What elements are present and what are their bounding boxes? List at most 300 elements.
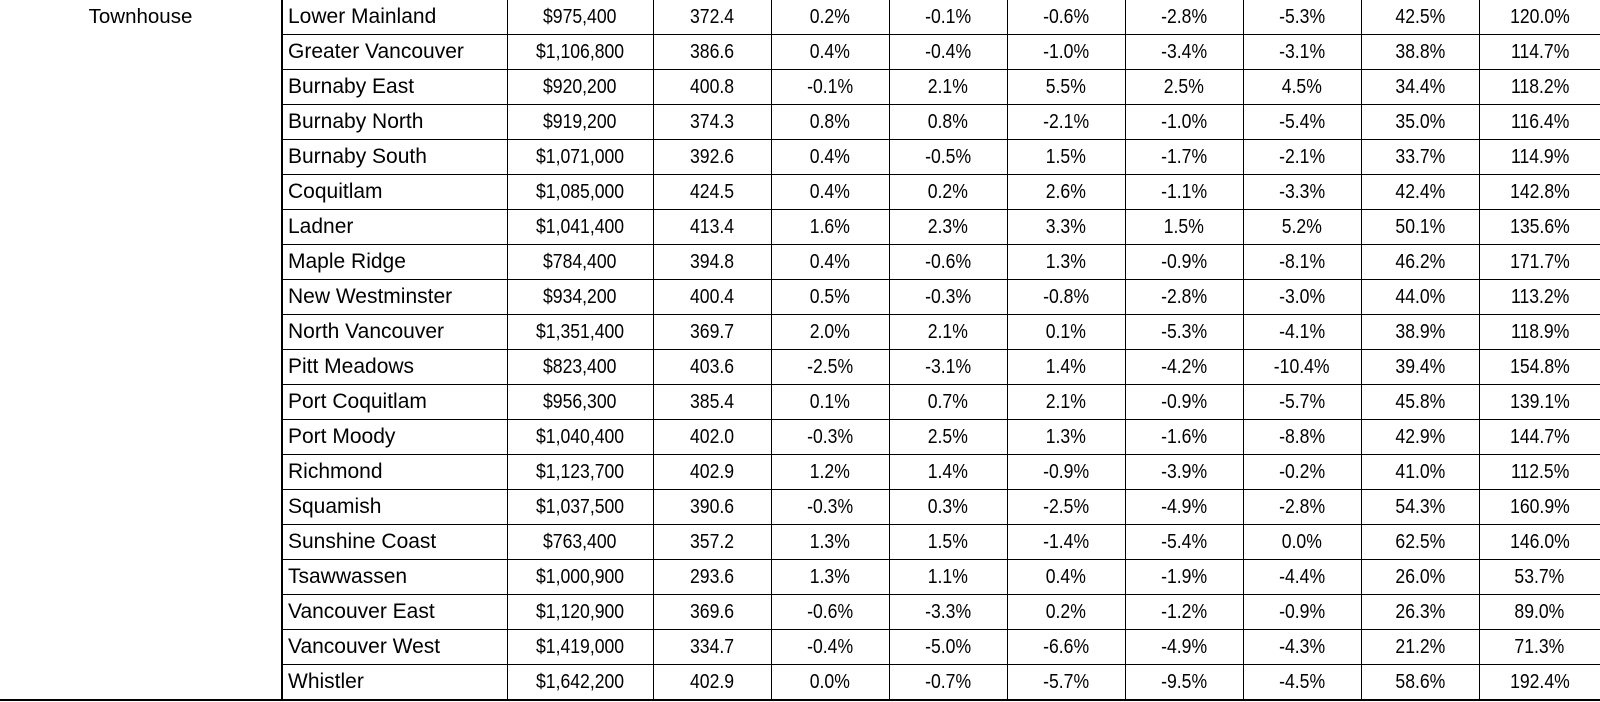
- change-6-month-value: -2.5%: [1043, 496, 1089, 518]
- area-name-cell[interactable]: Port Coquitlam: [282, 385, 507, 420]
- benchmark-price-value: $919,200: [543, 111, 617, 133]
- change-10-year-value: 112.5%: [1510, 461, 1569, 483]
- change-1-month-cell[interactable]: [771, 525, 889, 560]
- price-index-value: 374.3: [689, 111, 735, 133]
- change-1-month-cell[interactable]: [771, 630, 889, 665]
- benchmark-price-cell[interactable]: [507, 105, 653, 140]
- change-3-year-value: -4.3%: [1279, 636, 1325, 658]
- change-10-year-cell[interactable]: [1479, 455, 1600, 490]
- table-row: [0, 0, 1600, 35]
- change-3-month-cell[interactable]: [889, 105, 1007, 140]
- price-index-value: 392.6: [689, 146, 735, 168]
- change-1-month-value: 1.3%: [809, 531, 851, 553]
- change-3-month-cell[interactable]: [889, 455, 1007, 490]
- change-6-month-cell[interactable]: [1007, 280, 1125, 315]
- benchmark-price-value: $956,300: [543, 391, 617, 413]
- change-1-month-cell[interactable]: [771, 385, 889, 420]
- change-3-month-value: -0.5%: [925, 146, 971, 168]
- change-6-month-cell[interactable]: [1007, 175, 1125, 210]
- change-3-month-cell[interactable]: [889, 35, 1007, 70]
- change-3-year-value: -8.1%: [1279, 251, 1325, 273]
- area-name-cell[interactable]: Coquitlam: [282, 175, 507, 210]
- change-1-year-cell[interactable]: [1125, 315, 1243, 350]
- price-index-value: 334.7: [689, 636, 735, 658]
- change-6-month-cell[interactable]: [1007, 105, 1125, 140]
- change-3-year-cell[interactable]: [1243, 490, 1361, 525]
- change-3-year-value: 5.2%: [1281, 216, 1323, 238]
- change-1-month-cell[interactable]: [771, 665, 889, 701]
- area-name-cell[interactable]: Squamish: [282, 490, 507, 525]
- benchmark-price-value: $1,351,400: [535, 321, 625, 343]
- change-1-month-cell[interactable]: [771, 560, 889, 595]
- change-5-year-cell[interactable]: [1361, 420, 1479, 455]
- price-index-cell[interactable]: [653, 420, 771, 455]
- change-1-month-cell[interactable]: [771, 140, 889, 175]
- change-10-year-value: 113.2%: [1510, 286, 1569, 308]
- area-name-cell[interactable]: Sunshine Coast: [282, 525, 507, 560]
- benchmark-price-cell[interactable]: [507, 525, 653, 560]
- change-6-month-cell[interactable]: [1007, 70, 1125, 105]
- change-3-year-cell[interactable]: [1243, 385, 1361, 420]
- change-6-month-cell[interactable]: [1007, 630, 1125, 665]
- price-index-cell[interactable]: [653, 350, 771, 385]
- change-1-year-cell[interactable]: [1125, 490, 1243, 525]
- change-1-year-cell[interactable]: [1125, 350, 1243, 385]
- change-10-year-value: 192.4%: [1509, 671, 1570, 693]
- change-3-year-value: -4.5%: [1279, 671, 1325, 693]
- change-1-year-cell[interactable]: [1125, 210, 1243, 245]
- change-1-month-value: 0.4%: [809, 181, 851, 203]
- area-name-cell[interactable]: Greater Vancouver: [282, 35, 507, 70]
- change-6-month-cell[interactable]: [1007, 315, 1125, 350]
- benchmark-price-cell[interactable]: [507, 280, 653, 315]
- change-10-year-cell[interactable]: [1479, 280, 1600, 315]
- change-10-year-cell[interactable]: [1479, 315, 1600, 350]
- change-1-month-value: 0.1%: [809, 391, 851, 413]
- change-5-year-cell[interactable]: [1361, 350, 1479, 385]
- benchmark-price-cell[interactable]: [507, 0, 653, 35]
- change-3-year-cell[interactable]: [1243, 630, 1361, 665]
- price-index-cell[interactable]: [653, 140, 771, 175]
- change-10-year-value: 120.0%: [1509, 6, 1570, 28]
- change-5-year-cell[interactable]: [1361, 525, 1479, 560]
- price-index-cell[interactable]: [653, 245, 771, 280]
- change-1-year-cell[interactable]: [1125, 455, 1243, 490]
- change-6-month-value: 1.4%: [1045, 356, 1087, 378]
- change-5-year-cell[interactable]: [1361, 595, 1479, 630]
- change-6-month-cell[interactable]: [1007, 595, 1125, 630]
- change-1-year-value: -9.5%: [1161, 671, 1207, 693]
- change-3-month-cell[interactable]: [889, 420, 1007, 455]
- benchmark-price-value: $1,106,800: [535, 41, 625, 63]
- change-3-year-cell[interactable]: [1243, 210, 1361, 245]
- benchmark-price-value: $1,642,200: [535, 671, 625, 693]
- change-1-year-cell[interactable]: [1125, 280, 1243, 315]
- change-1-month-value: 0.0%: [809, 671, 851, 693]
- area-name-cell[interactable]: Tsawwassen: [282, 560, 507, 595]
- change-1-year-cell[interactable]: [1125, 35, 1243, 70]
- change-3-year-value: -5.4%: [1279, 111, 1325, 133]
- area-name-cell[interactable]: Port Moody: [282, 420, 507, 455]
- change-3-month-value: -3.1%: [925, 356, 971, 378]
- change-1-month-cell[interactable]: [771, 350, 889, 385]
- change-5-year-cell[interactable]: [1361, 315, 1479, 350]
- price-index-cell[interactable]: [653, 70, 771, 105]
- change-1-month-value: -0.6%: [807, 601, 853, 623]
- change-1-month-value: 1.2%: [809, 461, 851, 483]
- change-1-year-value: -4.9%: [1161, 636, 1207, 658]
- price-index-cell[interactable]: [653, 455, 771, 490]
- change-5-year-value: 42.9%: [1395, 426, 1445, 448]
- property-type-cell[interactable]: Townhouse: [0, 0, 282, 700]
- benchmark-price-value: $1,071,000: [535, 146, 625, 168]
- change-6-month-value: -1.0%: [1043, 41, 1089, 63]
- change-3-month-cell[interactable]: [889, 70, 1007, 105]
- change-10-year-cell[interactable]: [1479, 420, 1600, 455]
- change-10-year-cell[interactable]: [1479, 0, 1600, 35]
- change-3-year-cell[interactable]: [1243, 105, 1361, 140]
- area-name-cell[interactable]: Richmond: [282, 455, 507, 490]
- change-1-year-cell[interactable]: [1125, 560, 1243, 595]
- change-3-year-cell[interactable]: [1243, 560, 1361, 595]
- change-5-year-value: 35.0%: [1395, 111, 1445, 133]
- change-1-year-value: -5.3%: [1161, 321, 1207, 343]
- change-1-month-cell[interactable]: [771, 210, 889, 245]
- benchmark-price-cell[interactable]: [507, 140, 653, 175]
- change-3-month-value: -0.1%: [925, 6, 971, 28]
- benchmark-price-value: $920,200: [543, 76, 617, 98]
- change-1-year-cell[interactable]: [1125, 105, 1243, 140]
- change-3-month-cell[interactable]: [889, 175, 1007, 210]
- change-5-year-cell[interactable]: [1361, 455, 1479, 490]
- change-1-month-cell[interactable]: [771, 0, 889, 35]
- price-index-cell[interactable]: [653, 630, 771, 665]
- change-1-year-cell[interactable]: [1125, 140, 1243, 175]
- change-10-year-cell[interactable]: [1479, 245, 1600, 280]
- change-10-year-cell[interactable]: [1479, 595, 1600, 630]
- change-3-month-cell[interactable]: [889, 0, 1007, 35]
- area-name-cell[interactable]: Pitt Meadows: [282, 350, 507, 385]
- change-3-month-cell[interactable]: [889, 595, 1007, 630]
- change-5-year-value: 39.4%: [1395, 356, 1445, 378]
- change-1-month-cell[interactable]: [771, 70, 889, 105]
- change-3-month-cell[interactable]: [889, 315, 1007, 350]
- change-3-month-value: 2.5%: [927, 426, 969, 448]
- change-5-year-value: 21.2%: [1395, 636, 1445, 658]
- price-index-value: 385.4: [689, 391, 735, 413]
- area-name-cell[interactable]: Ladner: [282, 210, 507, 245]
- change-1-year-value: -2.8%: [1161, 286, 1207, 308]
- change-6-month-cell[interactable]: [1007, 245, 1125, 280]
- change-3-year-cell[interactable]: [1243, 595, 1361, 630]
- change-10-year-cell[interactable]: [1479, 560, 1600, 595]
- change-3-year-cell[interactable]: [1243, 70, 1361, 105]
- benchmark-price-value: $1,419,000: [535, 636, 625, 658]
- change-6-month-cell[interactable]: [1007, 525, 1125, 560]
- change-1-month-cell[interactable]: [771, 315, 889, 350]
- area-name-cell[interactable]: Vancouver East: [282, 595, 507, 630]
- change-6-month-value: -2.1%: [1043, 111, 1089, 133]
- price-index-value: 369.6: [689, 601, 735, 623]
- change-3-year-cell[interactable]: [1243, 525, 1361, 560]
- benchmark-price-value: $1,037,500: [535, 496, 625, 518]
- price-index-value: 390.6: [689, 496, 735, 518]
- change-1-year-cell[interactable]: [1125, 385, 1243, 420]
- change-6-month-cell[interactable]: [1007, 455, 1125, 490]
- price-index-cell[interactable]: [653, 560, 771, 595]
- benchmark-price-cell[interactable]: [507, 350, 653, 385]
- change-3-year-cell[interactable]: [1243, 420, 1361, 455]
- change-3-year-value: -2.1%: [1279, 146, 1325, 168]
- change-3-month-value: -0.4%: [925, 41, 971, 63]
- area-name-cell[interactable]: Vancouver West: [282, 630, 507, 665]
- benchmark-price-cell[interactable]: [507, 315, 653, 350]
- change-1-year-cell[interactable]: [1125, 70, 1243, 105]
- area-name-cell[interactable]: New Westminster: [282, 280, 507, 315]
- price-index-cell[interactable]: [653, 280, 771, 315]
- change-1-year-value: 1.5%: [1163, 216, 1205, 238]
- change-5-year-cell[interactable]: [1361, 105, 1479, 140]
- change-6-month-value: 2.1%: [1045, 391, 1087, 413]
- change-1-month-cell[interactable]: [771, 175, 889, 210]
- change-3-year-value: -4.1%: [1279, 321, 1325, 343]
- benchmark-price-value: $1,041,400: [535, 216, 625, 238]
- change-3-month-cell[interactable]: [889, 210, 1007, 245]
- change-10-year-cell[interactable]: [1479, 70, 1600, 105]
- change-3-year-value: -0.2%: [1279, 461, 1325, 483]
- area-name-cell[interactable]: North Vancouver: [282, 315, 507, 350]
- price-index-cell[interactable]: [653, 385, 771, 420]
- change-3-year-value: -4.4%: [1279, 566, 1325, 588]
- change-3-month-value: -0.6%: [925, 251, 971, 273]
- area-name-cell[interactable]: Lower Mainland: [282, 0, 507, 35]
- change-3-month-cell[interactable]: [889, 140, 1007, 175]
- change-3-year-cell[interactable]: [1243, 280, 1361, 315]
- change-6-month-cell[interactable]: [1007, 140, 1125, 175]
- change-3-year-cell[interactable]: [1243, 175, 1361, 210]
- change-1-year-cell[interactable]: [1125, 175, 1243, 210]
- change-5-year-cell[interactable]: [1361, 35, 1479, 70]
- price-index-value: 372.4: [689, 6, 735, 28]
- change-10-year-cell[interactable]: [1479, 385, 1600, 420]
- change-3-month-cell[interactable]: [889, 245, 1007, 280]
- change-5-year-cell[interactable]: [1361, 210, 1479, 245]
- benchmark-price-cell[interactable]: [507, 630, 653, 665]
- change-6-month-cell[interactable]: [1007, 665, 1125, 701]
- change-6-month-cell[interactable]: [1007, 0, 1125, 35]
- change-1-year-cell[interactable]: [1125, 420, 1243, 455]
- change-3-year-cell[interactable]: [1243, 315, 1361, 350]
- change-1-month-value: -0.3%: [807, 496, 853, 518]
- change-6-month-cell[interactable]: [1007, 420, 1125, 455]
- area-name-cell[interactable]: Burnaby East: [282, 70, 507, 105]
- benchmark-price-cell[interactable]: [507, 455, 653, 490]
- change-1-month-cell[interactable]: [771, 35, 889, 70]
- benchmark-price-cell[interactable]: [507, 665, 653, 701]
- change-3-year-cell[interactable]: [1243, 665, 1361, 701]
- change-3-year-cell[interactable]: [1243, 0, 1361, 35]
- benchmark-price-cell[interactable]: [507, 595, 653, 630]
- change-6-month-value: 0.2%: [1045, 601, 1087, 623]
- change-5-year-cell[interactable]: [1361, 560, 1479, 595]
- change-10-year-cell[interactable]: [1479, 525, 1600, 560]
- change-1-year-cell[interactable]: [1125, 630, 1243, 665]
- price-index-cell[interactable]: [653, 210, 771, 245]
- change-10-year-cell[interactable]: [1479, 490, 1600, 525]
- change-10-year-value: 160.9%: [1509, 496, 1570, 518]
- benchmark-price-value: $975,400: [543, 6, 617, 28]
- change-3-month-value: -3.3%: [925, 601, 971, 623]
- benchmark-price-cell[interactable]: [507, 560, 653, 595]
- price-index-cell[interactable]: [653, 665, 771, 701]
- change-5-year-cell[interactable]: [1361, 665, 1479, 701]
- price-index-cell[interactable]: [653, 0, 771, 35]
- change-1-year-cell[interactable]: [1125, 525, 1243, 560]
- price-index-cell[interactable]: [653, 595, 771, 630]
- change-6-month-cell[interactable]: [1007, 490, 1125, 525]
- price-index-value: 400.8: [689, 76, 735, 98]
- change-10-year-value: 114.7%: [1510, 41, 1569, 63]
- benchmark-price-value: $823,400: [543, 356, 617, 378]
- change-10-year-cell[interactable]: [1479, 665, 1600, 701]
- change-3-year-cell[interactable]: [1243, 350, 1361, 385]
- change-1-month-cell[interactable]: [771, 280, 889, 315]
- change-5-year-cell[interactable]: [1361, 280, 1479, 315]
- price-index-cell[interactable]: [653, 175, 771, 210]
- change-3-month-value: 0.8%: [927, 111, 969, 133]
- benchmark-price-cell[interactable]: [507, 210, 653, 245]
- change-1-month-cell[interactable]: [771, 105, 889, 140]
- change-5-year-cell[interactable]: [1361, 70, 1479, 105]
- change-1-month-value: 0.4%: [809, 146, 851, 168]
- change-3-year-value: -8.8%: [1279, 426, 1325, 448]
- change-3-year-cell[interactable]: [1243, 455, 1361, 490]
- change-3-month-cell[interactable]: [889, 665, 1007, 701]
- change-6-month-cell[interactable]: [1007, 210, 1125, 245]
- change-3-month-cell[interactable]: [889, 350, 1007, 385]
- change-1-month-value: 0.8%: [809, 111, 851, 133]
- change-5-year-value: 38.8%: [1395, 41, 1445, 63]
- change-3-month-cell[interactable]: [889, 560, 1007, 595]
- benchmark-price-cell[interactable]: [507, 490, 653, 525]
- change-5-year-cell[interactable]: [1361, 175, 1479, 210]
- change-1-year-value: -0.9%: [1161, 251, 1207, 273]
- change-6-month-cell[interactable]: [1007, 350, 1125, 385]
- change-10-year-cell[interactable]: [1479, 175, 1600, 210]
- change-10-year-cell[interactable]: [1479, 140, 1600, 175]
- change-5-year-value: 42.4%: [1395, 181, 1445, 203]
- change-1-year-value: -1.2%: [1161, 601, 1207, 623]
- change-10-year-cell[interactable]: [1479, 350, 1600, 385]
- change-1-year-cell[interactable]: [1125, 595, 1243, 630]
- area-name-cell[interactable]: Burnaby North: [282, 105, 507, 140]
- change-5-year-value: 26.3%: [1395, 601, 1445, 623]
- benchmark-price-value: $1,040,400: [535, 426, 625, 448]
- price-index-value: 424.5: [689, 181, 735, 203]
- change-5-year-value: 34.4%: [1395, 76, 1445, 98]
- change-3-year-value: -0.9%: [1279, 601, 1325, 623]
- change-1-year-value: -4.9%: [1161, 496, 1207, 518]
- benchmark-price-cell[interactable]: [507, 420, 653, 455]
- change-5-year-cell[interactable]: [1361, 385, 1479, 420]
- change-3-month-value: 2.3%: [927, 216, 969, 238]
- benchmark-price-value: $763,400: [543, 531, 617, 553]
- price-index-cell[interactable]: [653, 490, 771, 525]
- change-5-year-cell[interactable]: [1361, 245, 1479, 280]
- change-3-month-cell[interactable]: [889, 490, 1007, 525]
- price-index-cell[interactable]: [653, 525, 771, 560]
- change-1-year-value: -1.6%: [1161, 426, 1207, 448]
- price-index-cell[interactable]: [653, 35, 771, 70]
- change-5-year-value: 26.0%: [1395, 566, 1445, 588]
- change-3-year-cell[interactable]: [1243, 35, 1361, 70]
- change-5-year-cell[interactable]: [1361, 0, 1479, 35]
- change-3-year-cell[interactable]: [1243, 245, 1361, 280]
- change-1-year-value: -3.9%: [1161, 461, 1207, 483]
- price-index-cell[interactable]: [653, 105, 771, 140]
- change-1-year-cell[interactable]: [1125, 665, 1243, 701]
- change-5-year-cell[interactable]: [1361, 140, 1479, 175]
- change-1-year-value: -2.8%: [1161, 6, 1207, 28]
- price-index-value: 293.6: [689, 566, 735, 588]
- change-1-month-cell[interactable]: [771, 490, 889, 525]
- change-1-year-value: -0.9%: [1161, 391, 1207, 413]
- change-5-year-value: 62.5%: [1395, 531, 1445, 553]
- benchmark-price-cell[interactable]: [507, 385, 653, 420]
- change-3-month-cell[interactable]: [889, 385, 1007, 420]
- change-1-month-value: -2.5%: [807, 356, 853, 378]
- change-1-year-cell[interactable]: [1125, 0, 1243, 35]
- change-5-year-value: 58.6%: [1395, 671, 1445, 693]
- change-6-month-value: -0.6%: [1043, 6, 1089, 28]
- change-3-month-cell[interactable]: [889, 280, 1007, 315]
- change-3-year-value: 4.5%: [1281, 76, 1323, 98]
- change-10-year-cell[interactable]: [1479, 35, 1600, 70]
- change-5-year-value: 45.8%: [1395, 391, 1445, 413]
- change-1-month-value: 1.6%: [809, 216, 851, 238]
- change-3-year-cell[interactable]: [1243, 140, 1361, 175]
- change-5-year-value: 46.2%: [1395, 251, 1445, 273]
- change-1-month-cell[interactable]: [771, 455, 889, 490]
- benchmark-price-cell[interactable]: [507, 70, 653, 105]
- change-10-year-cell[interactable]: [1479, 105, 1600, 140]
- area-name-cell[interactable]: Whistler: [282, 665, 507, 701]
- benchmark-price-cell[interactable]: [507, 245, 653, 280]
- change-1-month-cell[interactable]: [771, 245, 889, 280]
- benchmark-price-cell[interactable]: [507, 35, 653, 70]
- change-5-year-cell[interactable]: [1361, 490, 1479, 525]
- change-10-year-cell[interactable]: [1479, 210, 1600, 245]
- change-5-year-cell[interactable]: [1361, 630, 1479, 665]
- area-name-cell[interactable]: Maple Ridge: [282, 245, 507, 280]
- change-10-year-cell[interactable]: [1479, 630, 1600, 665]
- price-index-value: 400.4: [689, 286, 735, 308]
- change-6-month-cell[interactable]: [1007, 385, 1125, 420]
- change-10-year-value: 146.0%: [1509, 531, 1570, 553]
- price-index-cell[interactable]: [653, 315, 771, 350]
- area-name-cell[interactable]: Burnaby South: [282, 140, 507, 175]
- change-1-month-cell[interactable]: [771, 595, 889, 630]
- benchmark-price-cell[interactable]: [507, 175, 653, 210]
- change-1-month-cell[interactable]: [771, 420, 889, 455]
- change-6-month-cell[interactable]: [1007, 560, 1125, 595]
- change-3-month-cell[interactable]: [889, 630, 1007, 665]
- change-1-month-value: 0.4%: [809, 251, 851, 273]
- change-3-month-cell[interactable]: [889, 525, 1007, 560]
- change-6-month-cell[interactable]: [1007, 35, 1125, 70]
- change-1-year-cell[interactable]: [1125, 245, 1243, 280]
- change-5-year-value: 44.0%: [1395, 286, 1445, 308]
